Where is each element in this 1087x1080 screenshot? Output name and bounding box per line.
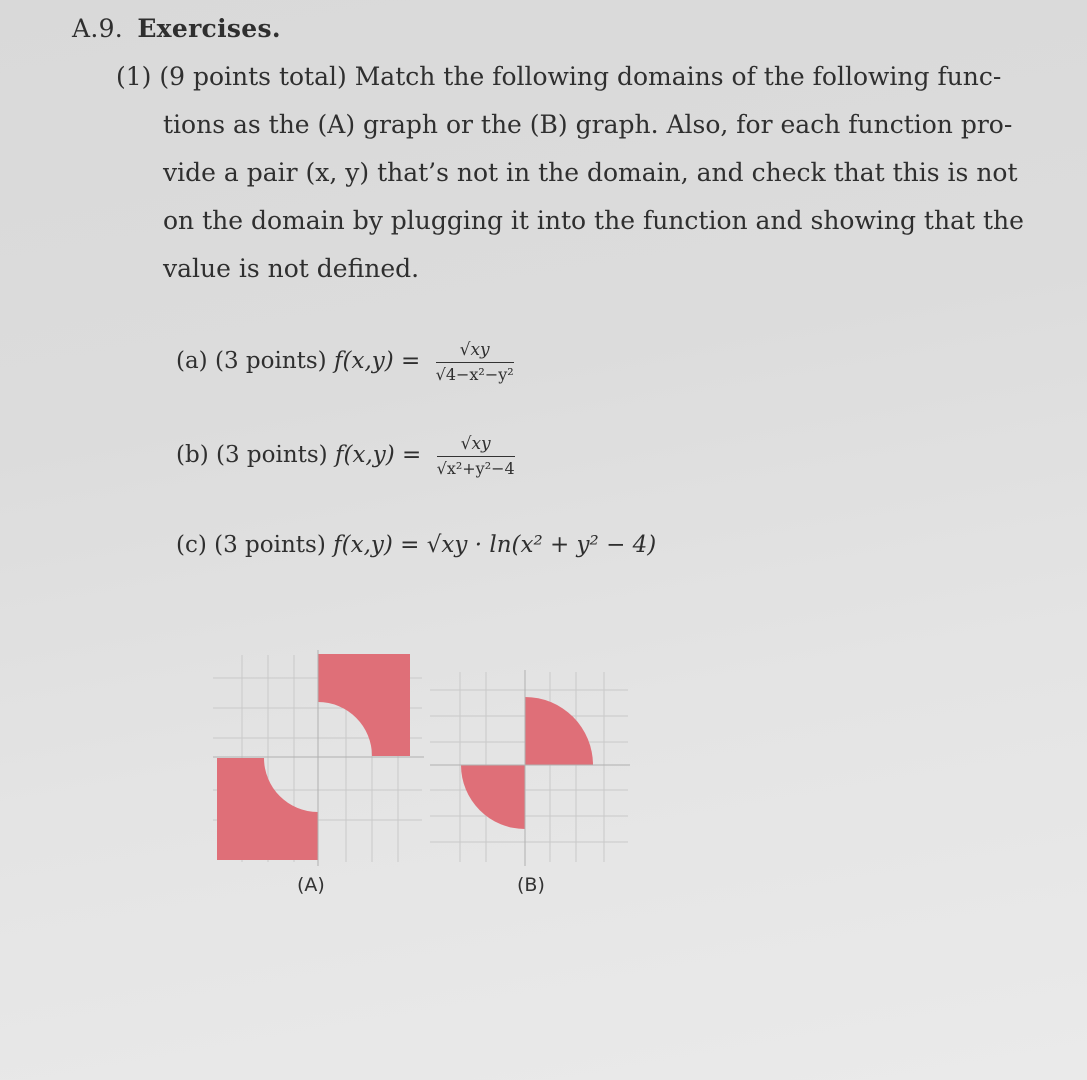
part-a-numerator: √xy [436, 340, 514, 363]
graph-a-label: (A) [297, 874, 325, 896]
graph-a-region-q1 [318, 654, 410, 756]
section-number: A.9. [72, 14, 124, 43]
problem-number: (1) [116, 62, 152, 91]
problem-text-3: vide a pair (x, y) that’s not in the domain, and check that this is not [163, 158, 1018, 187]
part-a-label: (a) [176, 348, 208, 374]
graph-b-region-q1 [525, 697, 593, 765]
part-b-points: (3 points) [215, 442, 328, 468]
part-c-label: (c) [176, 532, 207, 558]
problem-text-4: on the domain by plugging it into the function and showing that the [163, 206, 1024, 235]
problem-text-2: tions as the (A) graph or the (B) graph. Also, for each function pro- [163, 110, 1013, 139]
part-a-points: (3 points) [214, 348, 327, 374]
problem-text-5: value is not defined. [163, 254, 420, 283]
part-b-lhs: f(x,y) = [334, 442, 422, 468]
part-b-denominator: √x²+y²−4 [436, 459, 515, 478]
section-title: Exercises. [137, 14, 281, 43]
part-a-lhs: f(x,y) = [333, 348, 421, 374]
part-a-denominator: √4−x²−y² [435, 365, 514, 384]
part-b-label: (b) [176, 442, 209, 468]
part-b-numerator: √xy [437, 434, 515, 457]
part-c-points: (3 points) [214, 532, 326, 558]
part-c-lhs: f(x,y) = [333, 532, 420, 558]
graph-a [213, 650, 424, 866]
graph-b-region-q3 [461, 765, 525, 829]
graph-b [430, 670, 630, 866]
part-c-expression: √xy · ln(x² + y² − 4) [426, 532, 657, 558]
problem-text-1: (9 points total) Match the following domains of the following func- [159, 62, 1002, 91]
graph-b-label: (B) [517, 874, 545, 896]
